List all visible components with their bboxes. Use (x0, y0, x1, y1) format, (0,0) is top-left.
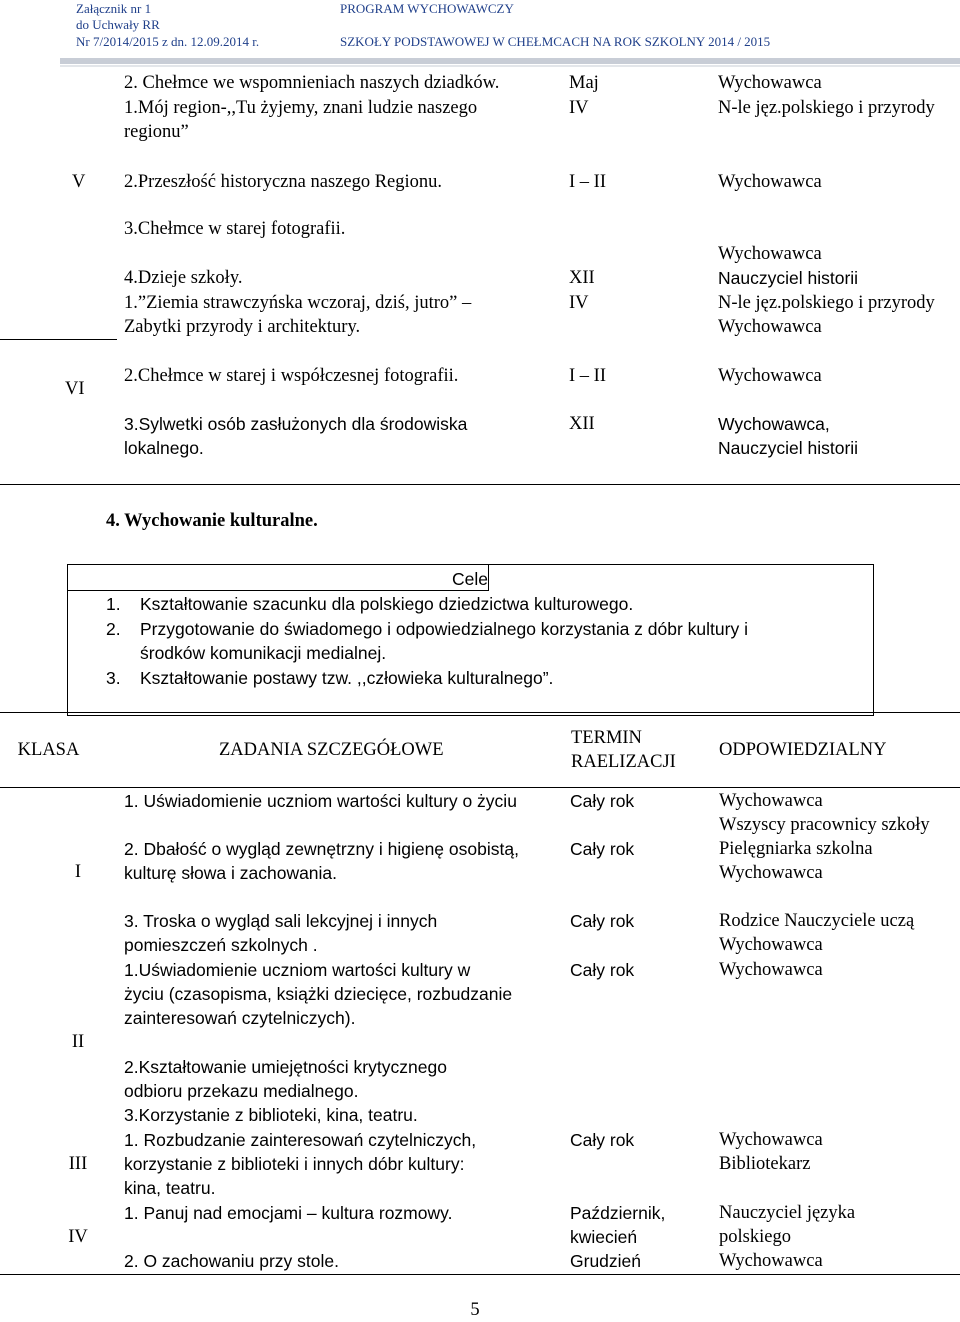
goals-box-right (873, 564, 874, 716)
resp-iii-1-line-2: Bibliotekarz (719, 1154, 811, 1174)
resp-v-top1: Wychowawca (718, 73, 822, 93)
term-vi-2: I – II (569, 366, 606, 386)
goal-2-number: 2. (106, 619, 121, 639)
resp-vi-2: Wychowawca (718, 366, 822, 386)
task-v-top2-line-1: 1.Mój region-,,Tu żyjemy, znani ludzie naszego (124, 98, 478, 118)
resp-iv-1-line-2: polskiego (719, 1227, 791, 1247)
task-i-3-line-1: 3. Troska o wygląd sali lekcyjnej i innych (124, 911, 438, 931)
header-left-line-1: Załącznik nr 1 (76, 1, 152, 16)
table-2-bottom-border (0, 1274, 960, 1275)
resp-v-2: Wychowawca (718, 172, 822, 192)
term-vi-3: XII (569, 414, 595, 434)
header-rule-shadow (60, 65, 960, 67)
task-iii-1-line-3: kina, teatru. (124, 1178, 216, 1198)
task-v-4: 4.Dzieje szkoły. (124, 268, 243, 288)
goal-2-text-line-1: Przygotowanie do świadomego i odpowiedzialnego korzystania z dóbr kultury i (140, 619, 748, 639)
resp-vi-3-line-2: Nauczyciel historii (718, 438, 859, 458)
class-label-ii: II (71, 1032, 85, 1052)
page-number: 5 (470, 1300, 480, 1320)
header-termin-line-2: RAELIZACJI (571, 752, 676, 772)
class-label-iii: III (68, 1154, 88, 1174)
task-vi-3-line-2: lokalnego. (124, 438, 204, 458)
resp-iii-1-line-1: Wychowawca (719, 1130, 823, 1150)
table-1-class-divider (0, 339, 117, 340)
goal-3-text: Kształtowanie postawy tzw. ,,człowieka kulturalnego”. (140, 668, 554, 688)
task-vi-1-line-2: Zabytki przyrody i architektury. (124, 317, 361, 337)
term-iv-1-line-1: Październik, (570, 1203, 666, 1223)
resp-vi-1-line-2: Wychowawca (718, 317, 822, 337)
task-iv-1: 1. Panuj nad emocjami – kultura rozmowy. (124, 1203, 453, 1223)
header-zadania: ZADANIA SZCZEGÓŁOWE (219, 740, 444, 760)
goal-1-number: 1. (106, 594, 121, 614)
task-iii-1-line-2: korzystanie z biblioteki i innych dóbr kultury: (124, 1154, 465, 1174)
term-i-3: Cały rok (570, 911, 635, 931)
resp-i-2-line-1: Pielęgniarka szkolna (719, 839, 873, 859)
resp-ii-1: Wychowawca (719, 960, 823, 980)
table-2-top-border (0, 712, 960, 713)
task-ii-2-line-1: 2.Kształtowanie umiejętności krytycznego (124, 1057, 447, 1077)
header-termin-line-1: TERMIN (571, 728, 642, 748)
task-ii-2-line-2: odbioru przekazu medialnego. (124, 1081, 359, 1101)
resp-v-3: Wychowawca (718, 244, 822, 264)
task-iv-2: 2. O zachowaniu przy stole. (124, 1251, 339, 1271)
term-ii-1: Cały rok (570, 960, 635, 980)
resp-i-1-line-1: Wychowawca (719, 791, 823, 811)
task-v-2: 2.Przeszłość historyczna naszego Regionu. (124, 172, 443, 192)
header-left-line-3: Nr 7/2014/2015 z dn. 12.09.2014 r. (76, 34, 260, 49)
task-vi-1-line-1: 1.”Ziemia strawczyńska wczoraj, dziś, jutro” – (124, 293, 472, 313)
header-right-line-1: PROGRAM WYCHOWAWCZY (340, 1, 514, 16)
goals-box-left (67, 564, 68, 716)
resp-i-1-line-2: Wszyscy pracownicy szkoły (719, 815, 930, 835)
task-ii-1-line-3: zainteresowań czytelniczych). (124, 1008, 356, 1028)
term-v-2: I – II (569, 172, 606, 192)
resp-i-2-line-2: Wychowawca (719, 863, 823, 883)
class-label-iv: IV (68, 1227, 88, 1247)
task-ii-1-line-2: życiu (czasopisma, książki dziecięce, rozbudzanie (124, 984, 513, 1004)
resp-iv-1-line-1: Nauczyciel języka (719, 1203, 856, 1223)
resp-i-3-line-1: Rodzice Nauczyciele uczą (719, 911, 915, 931)
resp-v-top2: N-le jęz.polskiego i przyrody (718, 98, 935, 118)
table-2-header-border (0, 787, 960, 788)
goals-box-bottom (67, 715, 874, 716)
term-i-1: Cały rok (570, 791, 635, 811)
section-title: 4. Wychowanie kulturalne. (106, 511, 318, 531)
resp-i-3-line-2: Wychowawca (719, 935, 823, 955)
term-vi-1: IV (569, 293, 589, 313)
task-iii-1-line-1: 1. Rozbudzanie zainteresowań czytelniczych, (124, 1130, 477, 1150)
header-klasa: KLASA (17, 740, 80, 760)
resp-vi-1-line-1: N-le jęz.polskiego i przyrody (718, 293, 935, 313)
class-label-vi: VI (65, 379, 85, 399)
term-i-2: Cały rok (570, 839, 635, 859)
goal-2-text-line-2: środków komunikacji medialnej. (140, 643, 387, 663)
header-right-line-2: SZKOŁY PODSTAWOWEJ W CHEŁMCACH NA ROK SZKOLNY 2014 / 2015 (340, 34, 771, 49)
term-iii-1: Cały rok (570, 1130, 635, 1150)
term-v-top2: IV (569, 98, 589, 118)
goal-3-number: 3. (106, 668, 121, 688)
class-label-v: V (72, 172, 86, 192)
resp-vi-3-line-1: Wychowawca, (718, 414, 830, 434)
resp-v-4: Nauczyciel historii (718, 268, 859, 288)
table-1-bottom-border (0, 484, 960, 485)
resp-iv-1-line-3: Wychowawca (719, 1251, 823, 1271)
task-ii-3: 3.Korzystanie z biblioteki, kina, teatru. (124, 1105, 418, 1125)
task-i-2-line-1: 2. Dbałość o wygląd zewnętrzny i higienę osobistą, (124, 839, 519, 859)
header-rule (60, 58, 960, 64)
goal-1-text: Kształtowanie szacunku dla polskiego dziedzictwa kulturowego. (140, 594, 634, 614)
term-iv-1-line-2: kwiecień (570, 1227, 638, 1247)
task-v-top2-line-2: regionu” (124, 122, 189, 142)
goals-box-top (67, 564, 874, 565)
goals-heading: Cele (452, 569, 488, 589)
task-vi-2: 2.Chełmce w starej i współczesnej fotografii. (124, 366, 459, 386)
task-ii-1-line-1: 1.Uświadomienie uczniom wartości kultury w (124, 960, 471, 980)
task-i-1: 1. Uświadomienie uczniom wartości kultury o życiu (124, 791, 517, 811)
header-odpowiedzialny: ODPOWIEDZIALNY (719, 740, 887, 760)
term-v-top1: Maj (569, 73, 599, 93)
task-v-3: 3.Chełmce w starej fotografii. (124, 219, 346, 239)
task-v-top1: 2. Chełmce we wspomnieniach naszych dziadków. (124, 73, 500, 93)
header-left-line-2: do Uchwały RR (76, 17, 160, 32)
term-iv-1-line-3: Grudzień (570, 1251, 642, 1271)
class-label-i: I (74, 862, 82, 882)
task-i-3-line-2: pomieszczeń szkolnych . (124, 935, 318, 955)
term-v-4: XII (569, 268, 595, 288)
task-i-2-line-2: kulturę słowa i zachowania. (124, 863, 338, 883)
task-vi-3-line-1: 3.Sylwetki osób zasłużonych dla środowiska (124, 414, 468, 434)
